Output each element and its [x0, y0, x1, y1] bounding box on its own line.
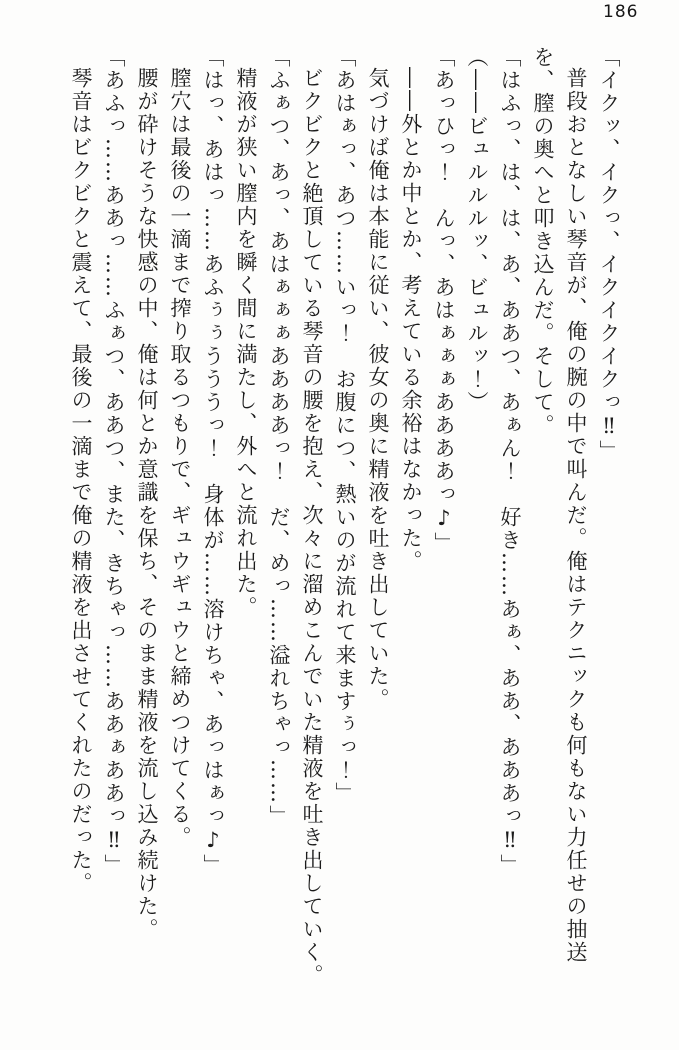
text-line: 「あっひっ！ んっ、あはぁぁぁああああっ♪」 [432, 46, 456, 555]
text-line: ビクビクと絶頂している琴音の腰を抱え、次々に溜めこんでいた精液を吐き出していく。 [300, 67, 324, 987]
text-line: を、膣の奥へと叩き込んだ。そして。 [531, 46, 555, 437]
text-line: 膣穴は最後の一滴まで搾り取るつもりで、ギュウギュウと締めつけてくる。 [168, 67, 192, 849]
vertical-text-block [64, 46, 625, 1004]
text-line: 腰が砕けそうな快感の中、俺は何とか意識を保ち、そのまま精液を流し込み続けた。 [135, 67, 159, 941]
text-line: 「あふっ……ああっ……ふぁつ、ああつ、また、きちゃっ……ああぁああっ‼」 [102, 46, 126, 877]
text-line: 精液が狭い膣内を瞬く間に満たし、外へと流れ出た。 [234, 67, 258, 619]
text-line: 琴音はビクビクと震えて、最後の一滴まで俺の精液を出させてくれたのだった。 [69, 67, 93, 895]
text-line: 「イクッ、イクっ、イクイクイクっ‼」 [597, 46, 621, 463]
text-line: 「ふぁつ、あっ、あはぁぁぁああああっ！ だ、めっ……溢れちゃっ……」 [267, 46, 291, 828]
text-line: 「あはぁっ、あつ……いっ！ お腹につ、熱いのが流れて来ますぅっ！」 [333, 46, 357, 805]
text-line: ――外とか中とか、考えている余裕はなかった。 [399, 67, 423, 573]
text-line: （――ビュルルルッ、ビュルッ！） [465, 46, 489, 414]
text-line: 普段おとなしい琴音が、俺の腕の中で叫んだ。俺はテクニックも何もない力任せの抽送 [564, 67, 588, 964]
text-line: 気づけば俺は本能に従い、彼女の奥に精液を吐き出していた。 [366, 67, 390, 711]
text-line: 「はふっ、は、は、あ、ああつ、あぁん！ 好き……あぁ、ああ、あああっ‼」 [498, 46, 522, 877]
page-number: 186 [603, 2, 639, 22]
text-line: 「はっ、あはっ……あふぅぅうううっ！ 身体が……溶けちゃ、あっはぁっ♪」 [201, 46, 225, 877]
